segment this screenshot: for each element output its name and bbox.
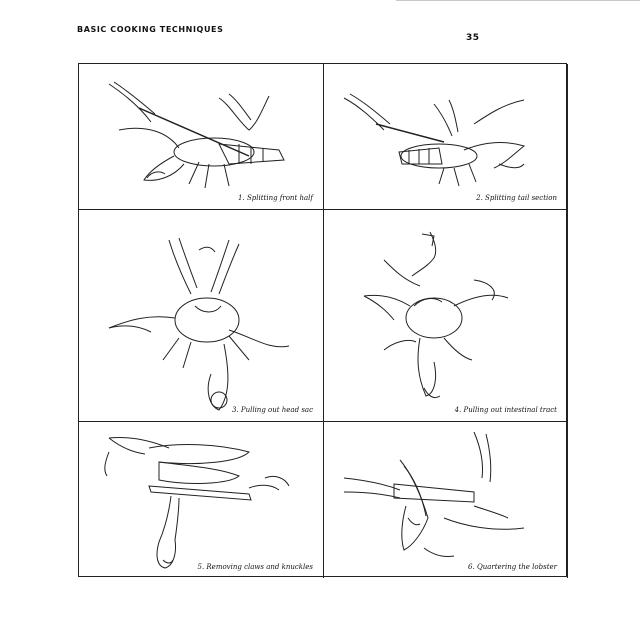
figure-caption-2: 2. Splitting tail section — [476, 194, 557, 202]
page-edge-line — [396, 0, 640, 1]
figure-caption-6: 6. Quartering the lobster — [468, 563, 557, 571]
page-number: 35 — [466, 33, 480, 43]
figure-panel-1 — [79, 64, 324, 210]
section-header: BASIC COOKING TECHNIQUES — [77, 25, 224, 34]
lobster-intestinal-tract-illustration — [324, 210, 568, 422]
lobster-split-front-illustration — [79, 64, 324, 210]
figure-caption-1: 1. Splitting front half — [238, 194, 313, 202]
figure-panel-2 — [324, 64, 568, 210]
figure-caption-3: 3. Pulling out head sac — [231, 406, 313, 414]
lobster-head-sac-illustration — [79, 210, 324, 422]
figure-panel-5 — [79, 422, 324, 578]
figure-grid — [78, 63, 567, 577]
figure-caption-5: 5. Removing claws and knuckles — [197, 563, 313, 571]
lobster-remove-claws-illustration — [79, 422, 324, 578]
lobster-quartering-illustration — [324, 422, 568, 578]
figure-panel-6 — [324, 422, 568, 578]
figure-panel-3 — [79, 210, 324, 422]
lobster-split-tail-illustration — [324, 64, 568, 210]
figure-caption-4: 4. Pulling out intestinal tract — [454, 406, 557, 414]
figure-panel-4 — [324, 210, 568, 422]
